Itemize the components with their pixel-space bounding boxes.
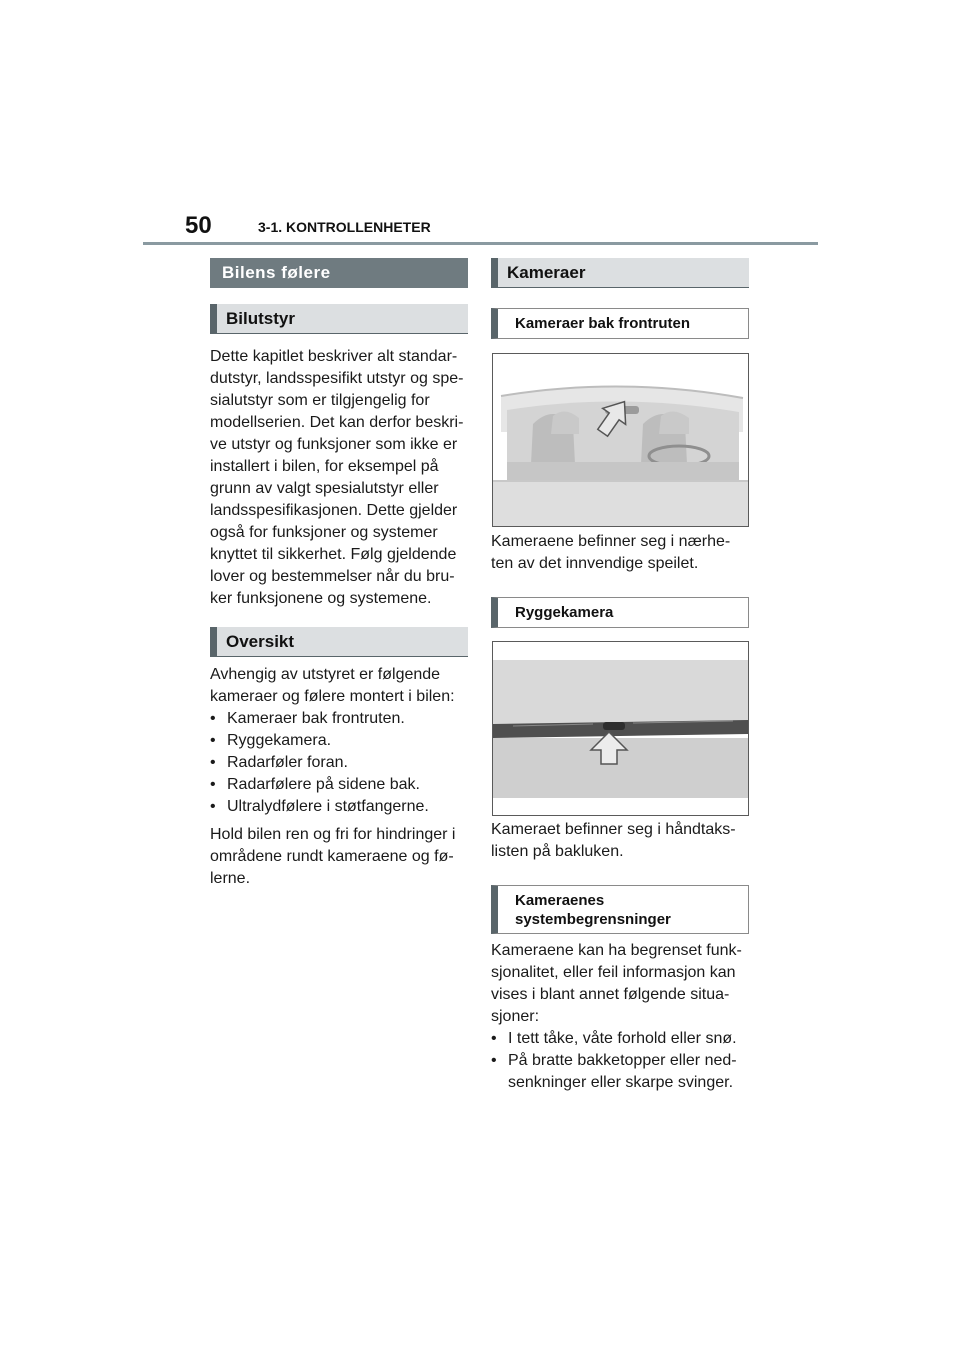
- text-line: modellserien. Det kan derfor beskri-: [210, 414, 464, 431]
- text-line: lover og bestemmelser når du bru-: [210, 568, 455, 585]
- bullet: •: [210, 776, 216, 793]
- text-line: listen på bakluken.: [491, 843, 624, 860]
- text-line: lerne.: [210, 870, 251, 887]
- list-item: • På bratte bakketopper eller ned- senkninger eller skarpe svinger.: [491, 1052, 737, 1091]
- text-line: vises i blant annet følgende situa-: [491, 986, 730, 1003]
- heading-line: systembegrensninger: [515, 911, 671, 928]
- bullet: •: [491, 1030, 497, 1047]
- limits-content: [491, 940, 753, 1094]
- oversikt-content: [210, 664, 472, 890]
- bullet: •: [491, 1052, 497, 1069]
- list-item: • Ultralydfølere i støtfangerne.: [210, 796, 472, 818]
- front-camera-caption: [491, 531, 753, 575]
- text-line: Kameraene befinner seg i nærhe-: [491, 533, 731, 550]
- text-line: Avhengig av utstyret er følgende: [210, 666, 441, 683]
- section-title-kameraer: Kameraer: [491, 258, 749, 288]
- text-line: Kameraene kan ha begrenset funk-: [491, 942, 742, 959]
- text-line: grunn av valgt spesialutstyr eller: [210, 480, 439, 497]
- text-line: sjonalitet, eller feil informasjon kan: [491, 964, 736, 981]
- list-item: • Kameraer bak frontruten.: [210, 708, 472, 730]
- text-line: dutstyr, landsspesifikt utstyr og spe-: [210, 370, 464, 387]
- text-line: ve utstyr og funksjoner som ikke er: [210, 436, 458, 453]
- rear-camera-caption: [491, 819, 753, 863]
- list-item: • Radarføler foran.: [210, 752, 472, 774]
- bullet: •: [210, 798, 216, 815]
- heading-line: Kameraenes: [515, 892, 605, 909]
- page-number: 50: [185, 212, 212, 239]
- limits-list: [491, 1028, 753, 1094]
- bilutstyr-paragraph: [210, 346, 472, 610]
- bullet: •: [210, 754, 216, 771]
- rear-camera-photo: [492, 641, 749, 816]
- list-item: • I tett tåke, våte forhold eller snø.: [491, 1028, 753, 1050]
- text-line: knyttet til sikkerhet. Følg gjeldende: [210, 546, 457, 563]
- text-line: også for funksjoner og systemer: [210, 524, 438, 541]
- text-line: ker funksjonene og systemene.: [210, 590, 432, 607]
- heading-bilutstyr: Bilutstyr: [210, 304, 468, 334]
- front-camera-photo: [492, 353, 749, 527]
- heading-ryggekamera: Ryggekamera: [491, 597, 749, 628]
- heading-systembegrensninger: [491, 885, 749, 934]
- sensor-list: [210, 708, 472, 818]
- rear-camera-illustration: [493, 642, 748, 815]
- bullet: •: [210, 710, 216, 727]
- text-line: Hold bilen ren og fri for hindringer i: [210, 826, 456, 843]
- list-item: • Radarfølere på sidene bak.: [210, 774, 472, 796]
- section-title-bilens-folere: Bilens følere: [210, 258, 468, 288]
- list-item: • Ryggekamera.: [210, 730, 472, 752]
- header-rule: [143, 242, 818, 245]
- text-line: landsspesifikasjonen. Dette gjelder: [210, 502, 458, 519]
- text-line: Kameraet befinner seg i håndtaks-: [491, 821, 736, 838]
- text-line: sialutstyr som er tilgjengelig for: [210, 392, 430, 409]
- text-line: kameraer og følere montert i bilen:: [210, 688, 455, 705]
- text-line: områdene rundt kameraene og fø-: [210, 848, 454, 865]
- front-camera-illustration: [493, 354, 748, 526]
- text-line: sjoner:: [491, 1008, 540, 1025]
- heading-kameraer-bak-frontruten: Kameraer bak frontruten: [491, 308, 749, 339]
- heading-oversikt: Oversikt: [210, 627, 468, 657]
- bullet: •: [210, 732, 216, 749]
- chapter-title: 3-1. KONTROLLENHETER: [258, 219, 431, 235]
- text-line: installert i bilen, for eksempel på: [210, 458, 439, 475]
- text-line: Dette kapitlet beskriver alt standar-: [210, 348, 458, 365]
- text-line: ten av det innvendige speilet.: [491, 555, 699, 572]
